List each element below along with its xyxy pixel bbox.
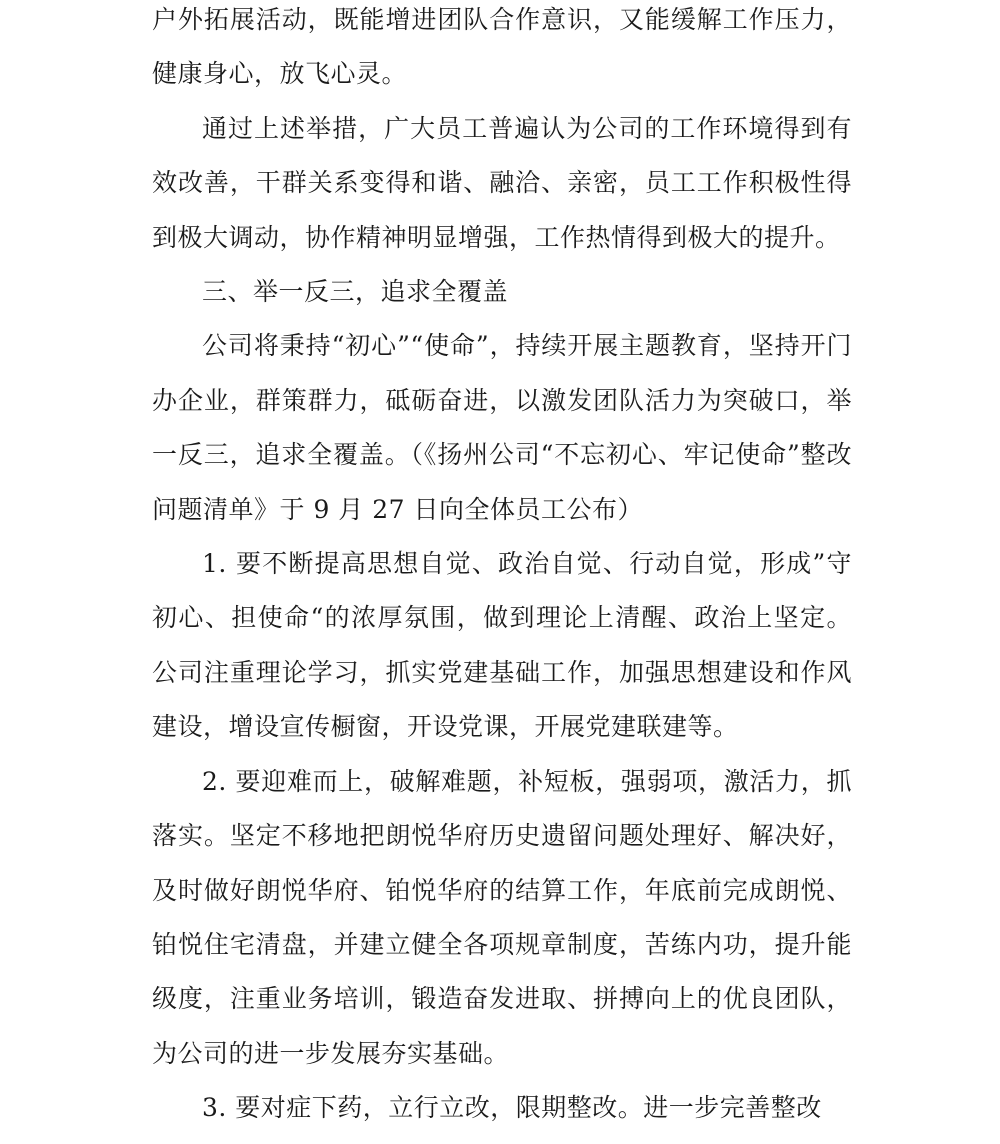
paragraph-continuation: 户外拓展活动，既能增进团队合作意识，又能缓解工作压力，健康身心，放飞心灵。 <box>152 5 852 89</box>
list-item-2: 2. 要迎难而上，破解难题，补短板，强弱项，激活力，抓落实。坚定不移地把朗悦华府历史遗留问题处理好、解决好，及时做好朗悦华府、铂悦华府的结算工作，年底前完成朗悦、铂悦住宅清盘，并建立健全各项规章制度，苦练内功，提升能级度，注重业务培训，锻造奋发进取、拼搏向上的优良团队，为公司的进一步发展夯实基础。 <box>152 766 852 1068</box>
paragraph-results: 通过上述举措，广大员工普遍认为公司的工作环境得到有效改善，干群关系变得和谐、融洽、亲密，员工工作积极性得到极大调动，协作精神明显增强，工作热情得到极大的提升。 <box>152 113 852 252</box>
list-item-1: 1. 要不断提高思想自觉、政治自觉、行动自觉，形成”守初心、担使命“的浓厚氛围，做到理论上清醒、政治上坚定。公司注重理论学习，抓实党建基础工作，加强思想建设和作风建设，增设宣传橱窗，开设党课，开展党建联建等。 <box>152 549 852 742</box>
document-body <box>152 0 852 1136</box>
list-item-3: 3. 要对症下药，立行立改，限期整改。进一步完善整改 <box>202 1093 822 1123</box>
section-heading: 三、举一反三，追求全覆盖 <box>202 277 509 307</box>
paragraph-intro: 公司将秉持“初心”“使命”，持续开展主题教育，坚持开门办企业，群策群力，砥砺奋进，以激发团队活力为突破口，举一反三，追求全覆盖。（《扬州公司“不忘初心、牢记使命”整改问题清单》于 9 月 27 日向全体员工公布） <box>152 331 852 524</box>
